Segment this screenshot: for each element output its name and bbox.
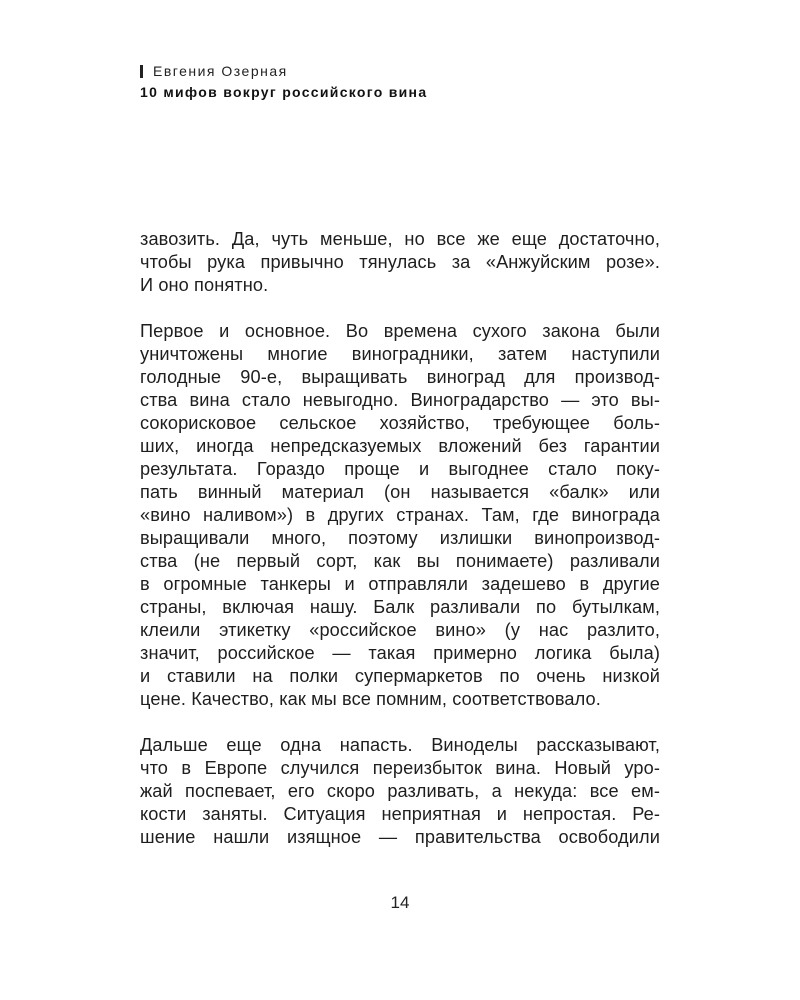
text-line: цене. Качество, как мы все помним, соответствовало. xyxy=(140,689,601,709)
author-line xyxy=(140,62,427,80)
text-line: пать винный материал (он называется «балк» или xyxy=(140,482,660,502)
text-line: кости заняты. Ситуация неприятная и непростая. Ре- xyxy=(140,804,660,824)
page-number: 14 xyxy=(390,893,410,912)
text-line: в огромные танкеры и отправляли задешево в другие xyxy=(140,574,660,594)
body-text xyxy=(140,228,660,872)
text-line: шение нашли изящное — правительства освободили xyxy=(140,827,660,847)
text-line: сокорисковое сельское хозяйство, требующее боль- xyxy=(140,413,660,433)
paragraph xyxy=(140,228,660,297)
text-line: страны, включая нашу. Балк разливали по бутылкам, xyxy=(140,597,660,617)
text-line: И оно понятно. xyxy=(140,275,269,295)
author-name: Евгения Озерная xyxy=(153,63,288,79)
paragraph xyxy=(140,734,660,849)
text-line: что в Европе случился переизбыток вина. Новый уро- xyxy=(140,758,660,778)
text-line: уничтожены многие виноградники, затем наступили xyxy=(140,344,660,364)
text-line: завозить. Да, чуть меньше, но все же еще достаточно, xyxy=(140,229,660,249)
paragraph xyxy=(140,320,660,711)
text-line: жай поспевает, его скоро разливать, а некуда: все ем- xyxy=(140,781,660,801)
text-line: выращивали много, поэтому излишки винопроизвод- xyxy=(140,528,660,548)
text-line: Первое и основное. Во времена сухого закона были xyxy=(140,321,660,341)
header-bar-decoration xyxy=(140,65,143,78)
text-line: «вино наливом») в других странах. Там, где винограда xyxy=(140,505,660,525)
text-line: голодные 90-е, выращивать виноград для производ- xyxy=(140,367,660,387)
text-line: чтобы рука привычно тянулась за «Анжуйским розе». xyxy=(140,252,660,272)
text-line: клеили этикетку «российское вино» (у нас разлито, xyxy=(140,620,660,640)
text-line: значит, российское — такая примерно логика была) xyxy=(140,643,660,663)
text-line: результата. Гораздо проще и выгоднее стало поку- xyxy=(140,459,660,479)
text-line: ства вина стало невыгодно. Виноградарство — это вы- xyxy=(140,390,660,410)
book-title: 10 мифов вокруг российского вина xyxy=(140,84,428,100)
text-line: ства (не первый сорт, как вы понимаете) разливали xyxy=(140,551,660,571)
text-line: Дальше еще одна напасть. Виноделы рассказывают, xyxy=(140,735,660,755)
text-line: и ставили на полки супермаркетов по очень низкой xyxy=(140,666,660,686)
text-line: ших, иногда непредсказуемых вложений без гарантии xyxy=(140,436,660,456)
running-header xyxy=(140,62,427,101)
